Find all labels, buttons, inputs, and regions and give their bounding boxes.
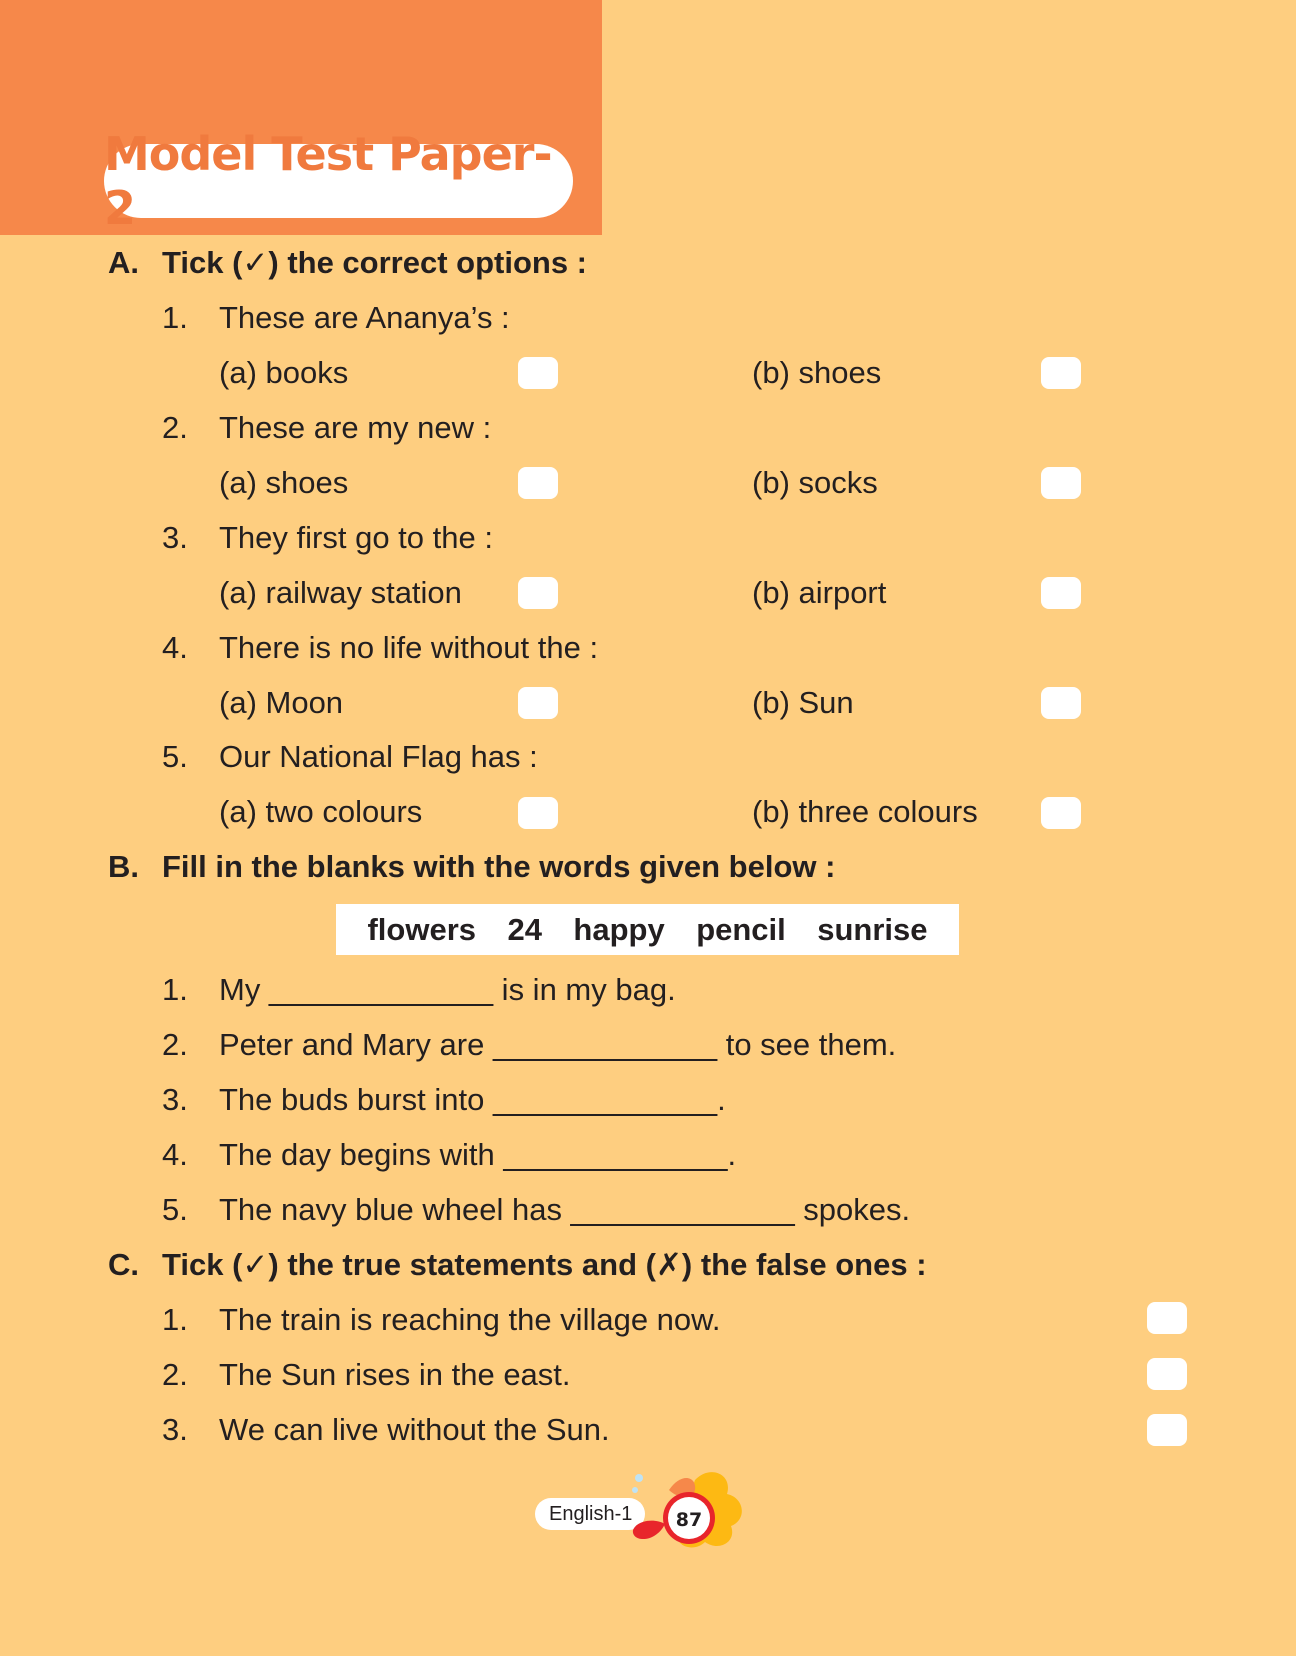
tick-box[interactable] bbox=[1041, 357, 1081, 389]
tick-box[interactable] bbox=[1041, 467, 1081, 499]
section-c-label: C. bbox=[108, 1247, 139, 1282]
tick-box[interactable] bbox=[518, 687, 558, 719]
statement-text: The train is reaching the village now. bbox=[219, 1302, 721, 1337]
question-number: 1. bbox=[162, 300, 188, 335]
true-false-box[interactable] bbox=[1147, 1414, 1187, 1446]
item-number: 1. bbox=[162, 1302, 188, 1337]
question-number: 3. bbox=[162, 520, 188, 555]
word-bank-item: happy bbox=[573, 911, 665, 947]
fill-blank-sentence: My _____________ is in my bag. bbox=[219, 972, 676, 1007]
fill-blank-sentence: The buds burst into _____________. bbox=[219, 1082, 726, 1117]
item-number: 3. bbox=[162, 1082, 188, 1117]
question-text: Our National Flag has : bbox=[219, 739, 538, 774]
book-name: English-1 bbox=[549, 1503, 633, 1525]
item-number: 1. bbox=[162, 972, 188, 1007]
word-bank-item: sunrise bbox=[817, 911, 928, 947]
title-pill bbox=[104, 127, 573, 235]
option-a: (a) books bbox=[219, 355, 349, 390]
true-false-box[interactable] bbox=[1147, 1302, 1187, 1334]
statement-text: The Sun rises in the east. bbox=[219, 1357, 571, 1392]
tick-box[interactable] bbox=[1041, 687, 1081, 719]
item-number: 2. bbox=[162, 1357, 188, 1392]
question-text: These are Ananya’s : bbox=[219, 300, 510, 335]
item-number: 3. bbox=[162, 1412, 188, 1447]
true-false-box[interactable] bbox=[1147, 1358, 1187, 1390]
item-number: 5. bbox=[162, 1192, 188, 1227]
option-a: (a) railway station bbox=[219, 575, 462, 610]
tick-box[interactable] bbox=[518, 357, 558, 389]
word-bank-item: 24 bbox=[507, 911, 542, 947]
tick-box[interactable] bbox=[1041, 577, 1081, 609]
option-b: (b) socks bbox=[752, 465, 878, 500]
tick-box[interactable] bbox=[518, 577, 558, 609]
page-number-flower-icon bbox=[625, 1468, 750, 1553]
question-number: 2. bbox=[162, 410, 188, 445]
question-number: 4. bbox=[162, 630, 188, 665]
page-number: 87 bbox=[675, 1509, 703, 1531]
section-b-label: B. bbox=[108, 849, 139, 884]
fill-blank-sentence: Peter and Mary are _____________ to see them. bbox=[219, 1027, 897, 1062]
option-b: (b) airport bbox=[752, 575, 887, 610]
option-b: (b) three colours bbox=[752, 794, 978, 829]
fill-blank-sentence: The day begins with _____________. bbox=[219, 1137, 737, 1172]
option-a: (a) two colours bbox=[219, 794, 423, 829]
word-bank bbox=[336, 904, 959, 955]
section-a-heading: Tick (✓) the correct options : bbox=[162, 245, 588, 280]
option-a: (a) Moon bbox=[219, 685, 344, 720]
question-text: These are my new : bbox=[219, 410, 492, 445]
question-number: 5. bbox=[162, 739, 188, 774]
item-number: 4. bbox=[162, 1137, 188, 1172]
option-b: (b) shoes bbox=[752, 355, 882, 390]
question-text: There is no life without the : bbox=[219, 630, 599, 665]
section-a-label: A. bbox=[108, 245, 139, 280]
section-c-heading: Tick (✓) the true statements and (✗) the false ones : bbox=[162, 1247, 927, 1282]
tick-box[interactable] bbox=[518, 797, 558, 829]
section-b-heading: Fill in the blanks with the words given below : bbox=[162, 849, 836, 884]
item-number: 2. bbox=[162, 1027, 188, 1062]
fill-blank-sentence: The navy blue wheel has _____________ spokes. bbox=[219, 1192, 911, 1227]
word-bank-item: pencil bbox=[696, 911, 786, 947]
statement-text: We can live without the Sun. bbox=[219, 1412, 610, 1447]
question-text: They first go to the : bbox=[219, 520, 493, 555]
page-title: Model Test Paper-2 bbox=[104, 127, 552, 235]
tick-box[interactable] bbox=[1041, 797, 1081, 829]
option-a: (a) shoes bbox=[219, 465, 349, 500]
word-bank-item: flowers bbox=[367, 911, 476, 947]
option-b: (b) Sun bbox=[752, 685, 854, 720]
tick-box[interactable] bbox=[518, 467, 558, 499]
